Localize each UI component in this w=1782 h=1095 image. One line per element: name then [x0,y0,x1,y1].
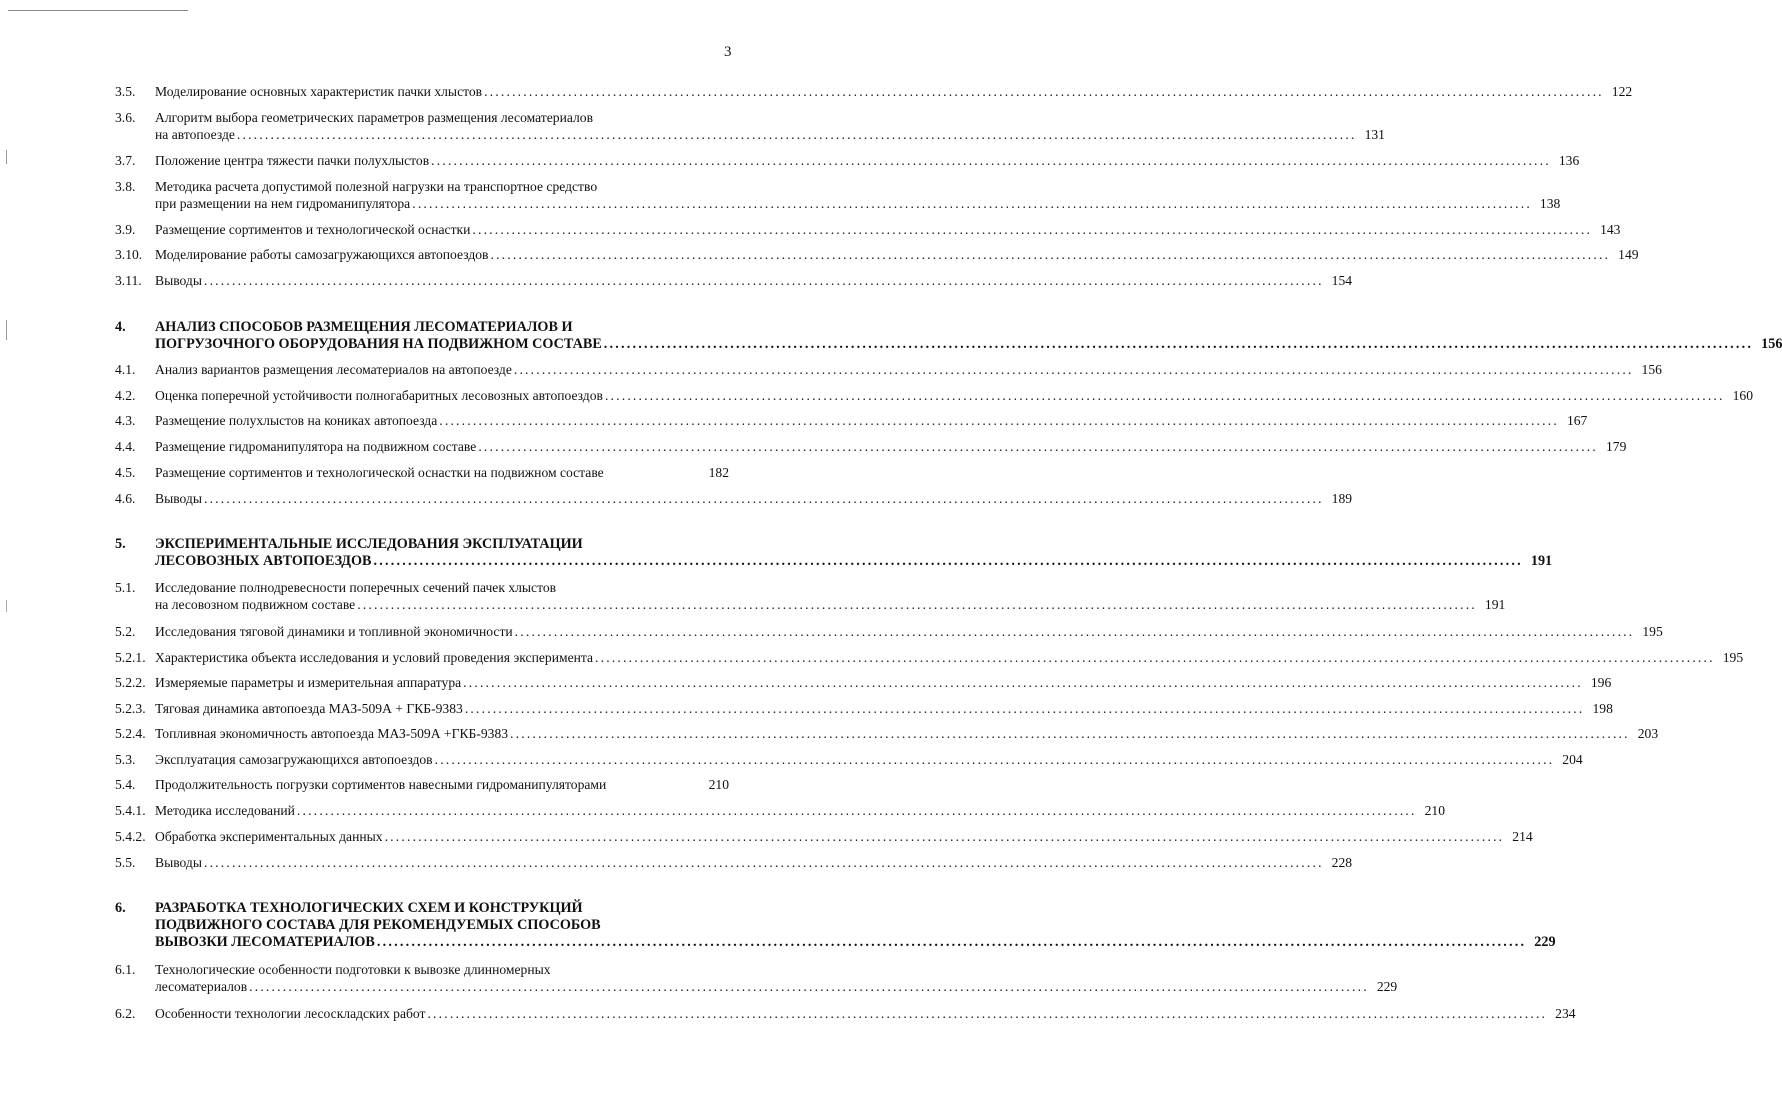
toc-leader-dots: ........................................................................................................................................................................................................ [412,196,1532,211]
toc-leader-dots: ........................................................................................................................................................................................................ [595,650,1715,665]
toc-entry-line [155,828,1533,845]
toc-entry-line [155,221,1621,238]
toc-entry-page: 122 [1611,84,1633,99]
toc-entry-number: 5.2.4. [115,726,146,741]
toc-entry-line: ПОДВИЖНОГО СОСТАВА ДЛЯ РЕКОМЕНДУЕМЫХ СПОСОБОВ [155,917,601,933]
toc-entry-line [155,623,1663,640]
toc-entry [115,579,1506,613]
toc-leader-dots: ........................................................................................................................................................................................................ [463,675,1583,690]
toc-entry-title: Выводы [155,855,202,870]
toc-entry-title: ПОГРУЗОЧНОГО ОБОРУДОВАНИЯ НА ПОДВИЖНОМ СОСТАВЕ [155,336,602,352]
toc-entry-line [155,934,1556,951]
toc-leader-dots: ........................................................................................................................................................................................................ [357,597,1477,612]
toc-leader-dots: ........................................................................................................................................................................................................ [236,127,1357,142]
toc-entry-page: 195 [1722,650,1744,665]
toc-leader-dots: ........................................................................................................................................................................................................ [439,413,1559,428]
toc-entry [115,900,1556,951]
toc-entry-page: 143 [1600,222,1621,237]
toc-entry-number: 6.2. [115,1006,136,1021]
scan-artifact-top [8,10,188,11]
toc-entry-number: 5.4.1. [115,803,146,818]
toc-entry-line: Алгоритм выбора геометрических параметров размещения лесоматериалов [155,110,593,125]
toc-entry-line [155,978,1398,995]
toc-entry-number: 3.9. [115,222,136,237]
toc-entry-text [155,802,1445,819]
toc-entry-line: РАЗРАБОТКА ТЕХНОЛОГИЧЕСКИХ СХЕМ И КОНСТРУКЦИЙ [155,900,583,916]
toc-entry-page: 156 [1761,336,1782,352]
toc-entry-line: Исследование полнодревесности поперечных сечений пачек хлыстов [155,580,557,595]
toc-entry-line [155,83,1633,100]
toc-entry [115,828,1533,845]
toc-entry-page: 154 [1331,273,1353,288]
toc-entry-page: 214 [1512,829,1533,844]
toc-entry [115,178,1561,212]
toc-entry-text [155,1005,1576,1022]
toc-leader-dots: ........................................................................................................................................................................................................ [434,752,1555,767]
toc-entry-number: 3.5. [115,84,136,99]
toc-entry-page: 203 [1637,726,1659,741]
toc-entry-title: Моделирование работы самозагружающихся автопоездов [155,247,489,262]
toc-entry-number: 5.4.2. [115,829,146,844]
toc-entry-title: ВЫВОЗКИ ЛЕСОМАТЕРИАЛОВ [155,934,375,950]
toc-entry [115,490,1353,507]
toc-entry-number: 5.4. [115,777,136,792]
toc-entry [115,854,1353,871]
scan-artifact-left-1 [6,150,7,164]
toc-entry-number: 5.2.1. [115,650,146,665]
toc-entry-line [155,802,1445,819]
toc-entry-number: 3.11. [115,273,142,288]
toc-entry-line [155,464,729,481]
toc-entry-title: Методика исследований [155,803,295,818]
toc-leader-dots: ........................................................................................................................................................................................................ [514,624,1635,639]
toc-entry-title: Обработка экспериментальных данных [155,829,383,844]
toc-entry-page: 136 [1558,153,1580,168]
toc-entry-text [155,490,1353,507]
toc-entry [115,623,1663,640]
toc-entry-line [155,596,1506,613]
toc-entry-text [155,319,1782,353]
toc-entry-line [155,490,1353,507]
toc-entry-page: 167 [1566,413,1588,428]
toc-entry [115,412,1588,429]
toc-entry [115,536,1553,570]
toc-entry-title: Размещение гидроманипулятора на подвижном составе [155,439,477,454]
toc-entry-text [155,178,1561,212]
toc-entry-page: 229 [1534,934,1556,950]
toc-entry-page: 191 [1484,597,1506,612]
toc-entry-line [155,272,1353,289]
toc-leader-dots: ........................................................................................................................................................................................................ [464,701,1585,716]
toc-entry-line [155,412,1588,429]
toc-entry-title: лесоматериалов [155,979,248,994]
toc-leader-dots: ........................................................................................................................................................................................................ [604,388,1725,403]
toc-entry-page: 204 [1562,752,1583,767]
toc-entry-title: на автопоезде [155,127,235,142]
toc-entry-line [155,1005,1576,1022]
toc-entry-number: 6. [115,900,126,916]
toc-entry-title: ЛЕСОВОЗНЫХ АВТОПОЕЗДОВ [155,553,372,569]
toc-entry-line [155,674,1612,691]
toc-leader-dots: ........................................................................................................................................................................................................ [603,336,1754,352]
toc-entry-title: Выводы [155,491,202,506]
toc-entry-text [155,776,729,793]
toc-entry-text [155,961,1398,995]
toc-leader-dots: ........................................................................................................................................................................................................ [427,1006,1548,1021]
toc-entry-text [155,387,1754,404]
toc-entry [115,221,1621,238]
toc-entry-text [155,109,1385,143]
toc-entry-page: 160 [1732,388,1754,403]
toc-leader-dots: ........................................................................................................................................................................................................ [373,553,1523,569]
toc-entry-title: Эксплуатация самозагружающихся автопоездов [155,752,433,767]
toc-entry-title: Положение центра тяжести пачки полухлыстов [155,153,430,168]
toc-entry-line: АНАЛИЗ СПОСОБОВ РАЗМЕЩЕНИЯ ЛЕСОМАТЕРИАЛОВ И [155,319,573,335]
toc-entry-text [155,700,1613,717]
toc-entry-title: Оценка поперечной устойчивости полногабаритных лесовозных автопоездов [155,388,603,403]
toc-entry-line: Методика расчета допустимой полезной нагрузки на транспортное средство [155,179,598,194]
toc-entry-line: ЭКСПЕРИМЕНТАЛЬНЫЕ ИССЛЕДОВАНИЯ ЭКСПЛУАТАЦИИ [155,536,583,552]
toc-entry-number: 3.6. [115,110,136,125]
toc-entry-number: 4.1. [115,362,136,377]
toc-entry-title: Исследования тяговой динамики и топливной экономичности [155,624,513,639]
toc-entry [115,725,1659,742]
toc-entry-title: Особенности технологии лесоскладских работ [155,1006,426,1021]
toc-entry-text [155,725,1659,742]
toc-entry-page: 198 [1592,701,1613,716]
toc-leader-dots: ........................................................................................................................................................................................................ [296,803,1417,818]
toc-entry-page: 196 [1590,675,1612,690]
toc-entry-number: 4.5. [115,465,136,480]
toc-entry-title: Измеряемые параметры и измерительная аппаратура [155,675,462,690]
toc-entry-text [155,623,1663,640]
toc-entry [115,438,1627,455]
page-number: 3 [724,44,732,60]
toc-entry-number: 3.8. [115,179,136,194]
toc-entry-line [155,152,1580,169]
toc-entry-text [155,152,1580,169]
toc-leader-dots: ........................................................................................................................................................................................................ [510,726,1630,741]
toc-entry-text [155,221,1621,238]
toc-leader-dots: ........................................................................................................................................................................................................ [431,153,1551,168]
toc-entry-text [155,674,1612,691]
toc-entry-text [155,579,1506,613]
toc-entry-text [155,536,1553,570]
toc-entry-line [155,553,1553,570]
toc-entry-line [155,387,1754,404]
toc-entry-number: 3.10. [115,247,143,262]
toc-leader-dots: ........................................................................................................................................................................................................ [376,934,1527,950]
toc-leader-dots: ........................................................................................................................................................................................................ [513,362,1634,377]
toc-entry-text [155,361,1662,378]
toc-entry-page: 138 [1539,196,1561,211]
toc-entry-number: 5.2.3. [115,701,146,716]
toc-entry [115,361,1662,378]
toc-entry [115,776,729,793]
toc-entry [115,1005,1576,1022]
toc-leader-dots: ........................................................................................................................................................................................................ [203,273,1324,288]
toc-entry-number: 5.3. [115,752,136,767]
toc-entry-title: Размещение сортиментов и технологической оснастки [155,222,471,237]
toc-entry [115,272,1353,289]
toc-entry-line [155,751,1583,768]
toc-leader-dots: ........................................................................................................................................................................................................ [484,84,1604,99]
toc-entry-line [155,195,1561,212]
toc-leader-dots: ........................................................................................................................................................................................................ [478,439,1598,454]
toc-entry-line [155,246,1639,263]
toc-entry-page: 179 [1606,439,1627,454]
toc-entry-line [155,438,1627,455]
toc-entry-text [155,649,1744,666]
toc-entry-line [155,776,729,793]
toc-entry [115,83,1633,100]
toc-entry [115,246,1639,263]
toc-entry-page: 195 [1642,624,1663,639]
toc-entry-number: 5. [115,536,126,552]
toc-entry-title: Характеристика объекта исследования и условий проведения эксперимента [155,650,594,665]
toc-entry-line [155,700,1613,717]
toc-entry-title: Размещение сортиментов и технологической оснастки на подвижном составе [155,465,604,480]
toc-entry-number: 4.3. [115,413,136,428]
toc-entry-number: 5.2. [115,624,136,639]
toc-entry-title: Моделирование основных характеристик пачки хлыстов [155,84,483,99]
toc-entry-title: при размещении на нем гидроманипулятора [155,196,411,211]
toc-entry-line [155,854,1353,871]
toc-entry-number: 5.2.2. [115,675,146,690]
toc-entry-line: Технологические особенности подготовки к вывозке длинномерных [155,962,551,977]
toc-entry-number: 6.1. [115,962,136,977]
toc-entry-number: 5.1. [115,580,136,595]
toc-entry-text [155,83,1633,100]
scan-artifact-left-3 [6,600,7,612]
toc-entry-text [155,412,1588,429]
toc-leader-dots: ........................................................................................................................................................................................................ [384,829,1505,844]
toc-entry [115,109,1385,143]
toc-entry [115,674,1612,691]
toc-entry-title: Продолжительность погрузки сортиментов навесными гидроманипуляторами [155,777,607,792]
toc-leader-dots: ........................................................................................................................................................................................................ [472,222,1593,237]
toc-entry [115,700,1613,717]
toc-entry-page: 189 [1331,491,1353,506]
toc-entry-text [155,464,729,481]
toc-entry-page: 210 [1424,803,1445,818]
toc-entry-page: 131 [1364,127,1385,142]
toc-entry-text [155,854,1353,871]
toc-entry-page: 210 [708,777,729,792]
toc-entry-title: Размещение полухлыстов на кониках автопоезда [155,413,438,428]
toc-entry [115,464,729,481]
toc-entry [115,649,1744,666]
toc-entry-page: 156 [1641,362,1662,377]
toc-entry-text [155,900,1556,951]
toc-leader-dots: ........................................................................................................................................................................................................ [249,979,1369,994]
toc-entry-line [155,649,1744,666]
toc-entry-page: 149 [1618,247,1639,262]
toc-entry-page: 182 [708,465,729,480]
toc-entry-title: Анализ вариантов размещения лесоматериалов на автопоезде [155,362,512,377]
toc-entry-number: 4.4. [115,439,136,454]
scan-artifact-left-2 [6,320,7,340]
toc-entry-title: Тяговая динамика автопоезда МАЗ-509А + ГКБ-9383 [155,701,463,716]
toc-entry-number: 4.2. [115,388,136,403]
toc-entry-title: Выводы [155,273,202,288]
toc-entry-number: 5.5. [115,855,136,870]
toc-entry [115,319,1782,353]
toc-leader-dots: ........................................................................................................................................................................................................ [490,247,1611,262]
toc-entry-line [155,361,1662,378]
toc-entry-page: 191 [1530,553,1553,569]
toc-entry-line [155,336,1782,353]
toc-entry-page: 228 [1331,855,1353,870]
toc-entry-page: 229 [1376,979,1398,994]
toc-entry-number: 4. [115,319,126,335]
toc-entry [115,751,1583,768]
toc-leader-dots: ........................................................................................................................................................................................................ [203,491,1324,506]
toc-entry-number: 4.6. [115,491,136,506]
toc-entry-text [155,438,1627,455]
toc-entry-text [155,246,1639,263]
toc-entry [115,961,1398,995]
toc-entry-number: 3.7. [115,153,136,168]
toc-leader-dots: ........................................................................................................................................................................................................ [203,855,1324,870]
toc-entry-line [155,126,1385,143]
toc-entry-text [155,828,1533,845]
toc-entry-page: 234 [1555,1006,1576,1021]
toc-entry [115,802,1445,819]
toc-entry-text [155,272,1353,289]
toc-entry-title: Топливная экономичность автопоезда МАЗ-509А +ГКБ-9383 [155,726,509,741]
toc-entry-text [155,751,1583,768]
toc-entry [115,152,1580,169]
toc-entry-title: на лесовозном подвижном составе [155,597,356,612]
toc-entry-line [155,725,1659,742]
toc-entry [115,387,1754,404]
